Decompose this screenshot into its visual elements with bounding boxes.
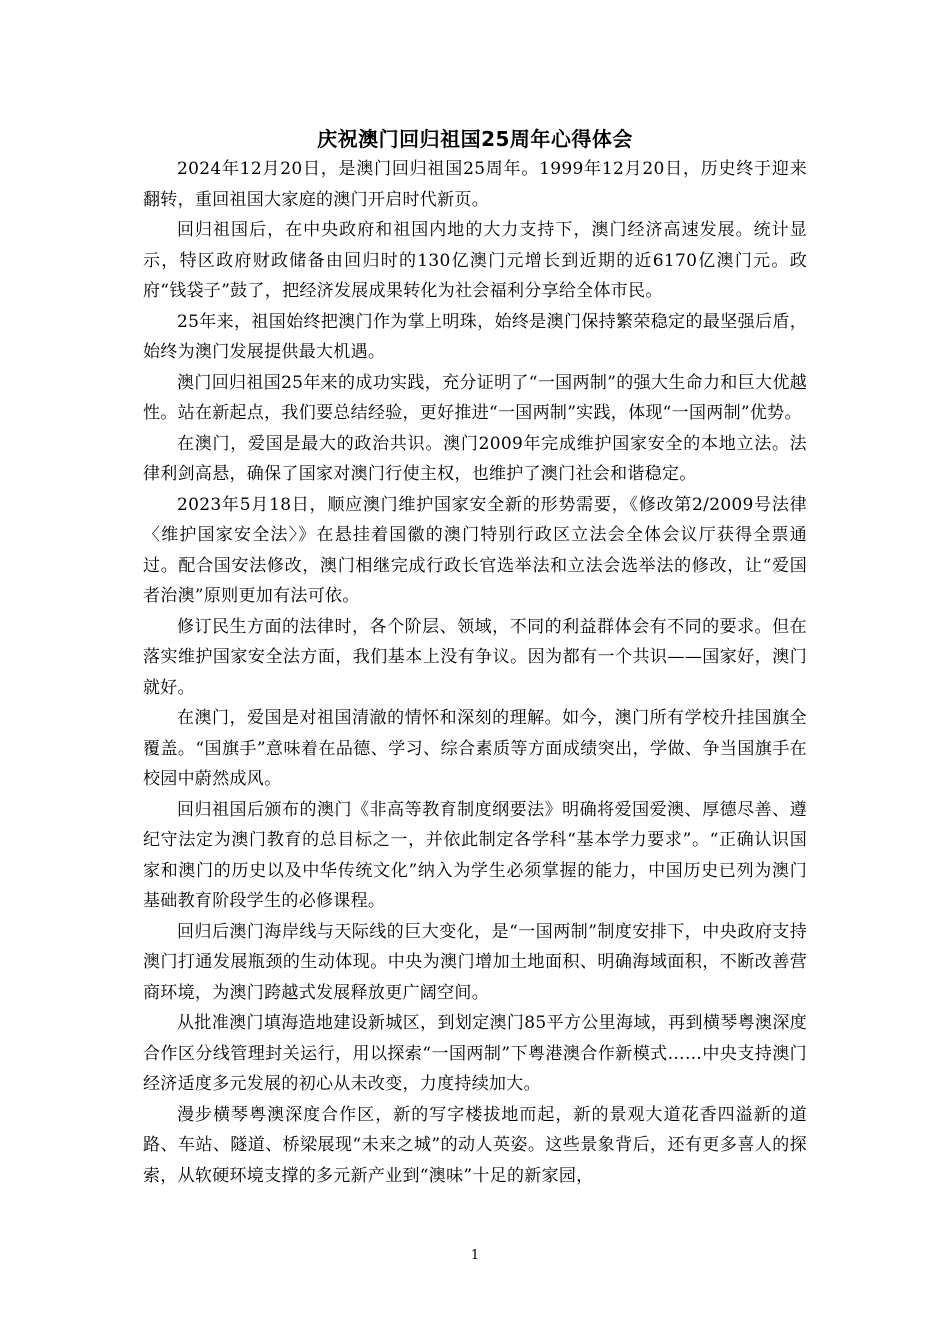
paragraph: 在澳门，爱国是对祖国清澈的情怀和深刻的理解。如今，澳门所有学校升挂国旗全覆盖。“国旗手”意味着在品德、学习、综合素质等方面成绩突出，学做、争当国旗手在校园中蔚然成风。 <box>143 708 807 789</box>
paragraph: 澳门回归祖国25年来的成功实践，充分证明了“一国两制”的强大生命力和巨大优越性。站在新起点，我们要总结经验，更好推进“一国两制”实践，体现“一国两制”优势。 <box>143 372 807 423</box>
paragraph: 漫步横琴粤澳深度合作区，新的写字楼拔地而起，新的景观大道花香四溢新的道路、车站、隧道、桥梁展现“未来之城”的动人英姿。这些景象背后，还有更多喜人的探索，从软硬环境支撑的多元新产业到“澳味”十足的新家园， <box>143 1104 807 1186</box>
paragraph: 回归祖国后颁布的澳门《非高等教育制度纲要法》明确将爱国爱澳、厚德尽善、遵纪守法定为澳门教育的总目标之一，并依此制定各学科“基本学力要求”。“正确认识国家和澳门的历史以及中华传统文化”纳入为学生必须掌握的能力，中国历史已列为澳门基础教育阶段学生的必修课程。 <box>143 799 807 911</box>
paragraph: 修订民生方面的法律时，各个阶层、领域，不同的利益群体会有不同的要求。但在落实维护国家安全法方面，我们基本上没有争议。因为都有一个共识——国家好，澳门就好。 <box>143 616 807 698</box>
paragraph: 25年来，祖国始终把澳门作为掌上明珠，始终是澳门保持繁荣稳定的最坚强后盾，始终为澳门发展提供最大机遇。 <box>143 311 807 362</box>
paragraph: 从批准澳门填海造地建设新城区，到划定澳门85平方公里海域，再到横琴粤澳深度合作区分线管理封关运行，用以探索“一国两制”下粤港澳合作新模式……中央支持澳门经济适度多元发展的初心从未改变，力度持续加大。 <box>143 1013 807 1094</box>
paragraph: 回归祖国后，在中央政府和祖国内地的大力支持下，澳门经济高速发展。统计显示，特区政府财政储备由回归时的130亿澳门元增长到近期的近6170亿澳门元。政府“钱袋子”鼓了，把经济发展成果转化为社会福利分享给全体市民。 <box>143 220 807 301</box>
paragraph: 在澳门，爱国是最大的政治共识。澳门2009年完成维护国家安全的本地立法。法律利剑高悬，确保了国家对澳门行使主权，也维护了澳门社会和谐稳定。 <box>143 433 807 484</box>
document-body <box>143 124 807 1191</box>
document-title: 庆祝澳门回归祖国25周年心得体会 <box>317 127 633 151</box>
page-number: 1 <box>470 1248 480 1263</box>
paragraph: 2023年5月18日，顺应澳门维护国家安全新的形势需要，《修改第2/2009号法律〈维护国家安全法〉》在悬挂着国徽的澳门特别行政区立法会全体会议厅获得全票通过。配合国安法修改，澳门相继完成行政长官选举法和立法会选举法的修改，让“爱国者治澳”原则更加有法可依。 <box>143 494 807 606</box>
paragraph: 回归后澳门海岸线与天际线的巨大变化，是“一国两制”制度安排下，中央政府支持澳门打通发展瓶颈的生动体现。中央为澳门增加土地面积、明确海域面积，不断改善营商环境，为澳门跨越式发展释放更广阔空间。 <box>143 921 807 1003</box>
paragraph: 2024年12月20日，是澳门回归祖国25周年。1999年12月20日，历史终于迎来翻转，重回祖国大家庭的澳门开启时代新页。 <box>143 159 807 210</box>
